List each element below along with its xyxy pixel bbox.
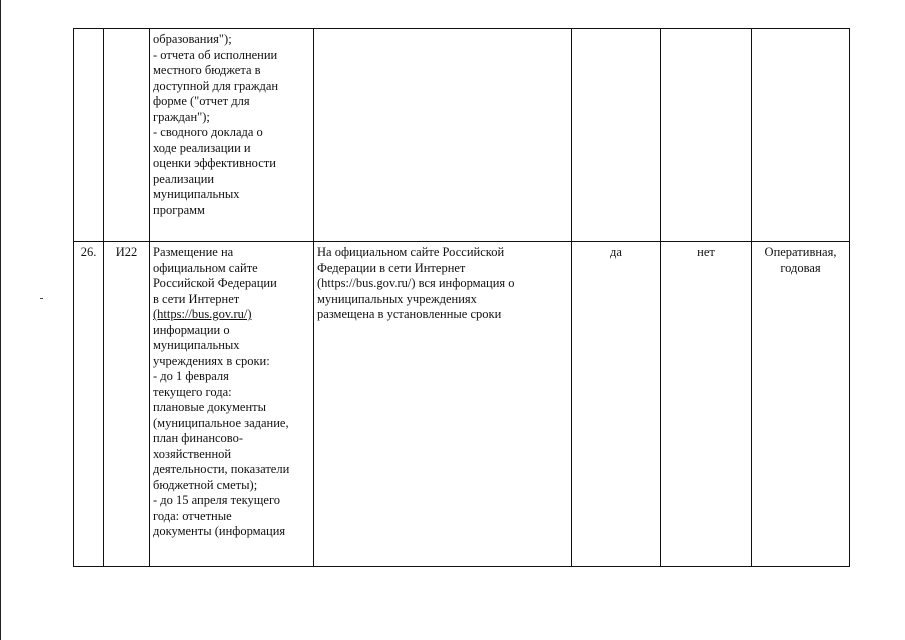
yes-cell <box>572 29 661 242</box>
measure-line: оценки эффективности <box>153 156 276 170</box>
measure-line: плановые документы <box>153 400 266 414</box>
measure-line: форме ("отчет для <box>153 94 250 108</box>
measure-line: доступной для граждан <box>153 78 279 93</box>
result-cell <box>314 242 572 567</box>
measure-line: года: отчетные <box>153 508 232 523</box>
no-cell <box>661 29 752 242</box>
measure-line: документы (информация <box>153 524 286 538</box>
result-cell <box>314 29 572 242</box>
periodicity-cell <box>752 29 850 242</box>
measure-line: местного бюджета в <box>153 63 261 77</box>
periodicity-line: Оперативная, <box>764 245 837 259</box>
bus-gov-link[interactable]: (https://bus.gov.ru/) <box>153 307 252 321</box>
measure-line: - до 15 апреля текущего <box>153 493 281 507</box>
measure-line: план финансово- <box>153 431 244 445</box>
result-line: муниципальных учреждениях <box>317 291 477 306</box>
measure-line: учреждениях в сроки: <box>153 353 270 368</box>
page-left-edge <box>0 0 1 640</box>
measure-line: ходе реализации и <box>153 140 251 155</box>
measure-cell <box>150 242 314 567</box>
measure-line: хозяйственной <box>153 446 232 461</box>
measure-line: - сводного доклада о <box>153 125 263 139</box>
result-line: Федерации в сети Интернет <box>317 260 466 275</box>
measure-line: Российской Федерации <box>153 276 277 290</box>
periodicity-line: годовая <box>780 260 821 275</box>
measure-line: - отчета об исполнении <box>153 47 278 62</box>
measure-line: образования"); <box>153 32 232 46</box>
measure-line: официальном сайте <box>153 260 258 275</box>
result-line: На официальном сайте Российской <box>317 245 505 259</box>
indicator-code-cell <box>104 29 150 242</box>
measure-line: текущего года: <box>153 384 232 399</box>
no-cell: нет <box>661 242 752 567</box>
measure-cell <box>150 29 314 242</box>
measure-line: муниципальных <box>153 187 240 201</box>
stray-mark <box>40 298 43 299</box>
measure-line: информации о <box>153 322 230 337</box>
measure-line: - до 1 февраля <box>153 369 229 383</box>
measure-line: в сети Интернет <box>153 291 240 306</box>
measures-table <box>73 28 850 567</box>
yes-cell: да <box>572 242 661 567</box>
indicator-code-cell: И22 <box>104 242 150 567</box>
measure-line: бюджетной сметы); <box>153 477 258 492</box>
measure-line: (муниципальное задание, <box>153 415 289 430</box>
row-number-cell <box>74 29 104 242</box>
row-number-cell: 26. <box>74 242 104 567</box>
measure-line: программ <box>153 202 205 217</box>
measure-line: деятельности, показатели <box>153 462 290 476</box>
periodicity-cell <box>752 242 850 567</box>
measure-line: реализации <box>153 171 215 186</box>
measure-line: Размещение на <box>153 245 234 259</box>
result-line: размещена в установленные сроки <box>317 307 502 321</box>
table-row-26 <box>74 242 850 567</box>
measure-line: граждан"); <box>153 109 210 124</box>
table-row-continuation <box>74 29 850 242</box>
measure-line: муниципальных <box>153 338 240 352</box>
result-line: (https://bus.gov.ru/) вся информация о <box>317 276 515 290</box>
